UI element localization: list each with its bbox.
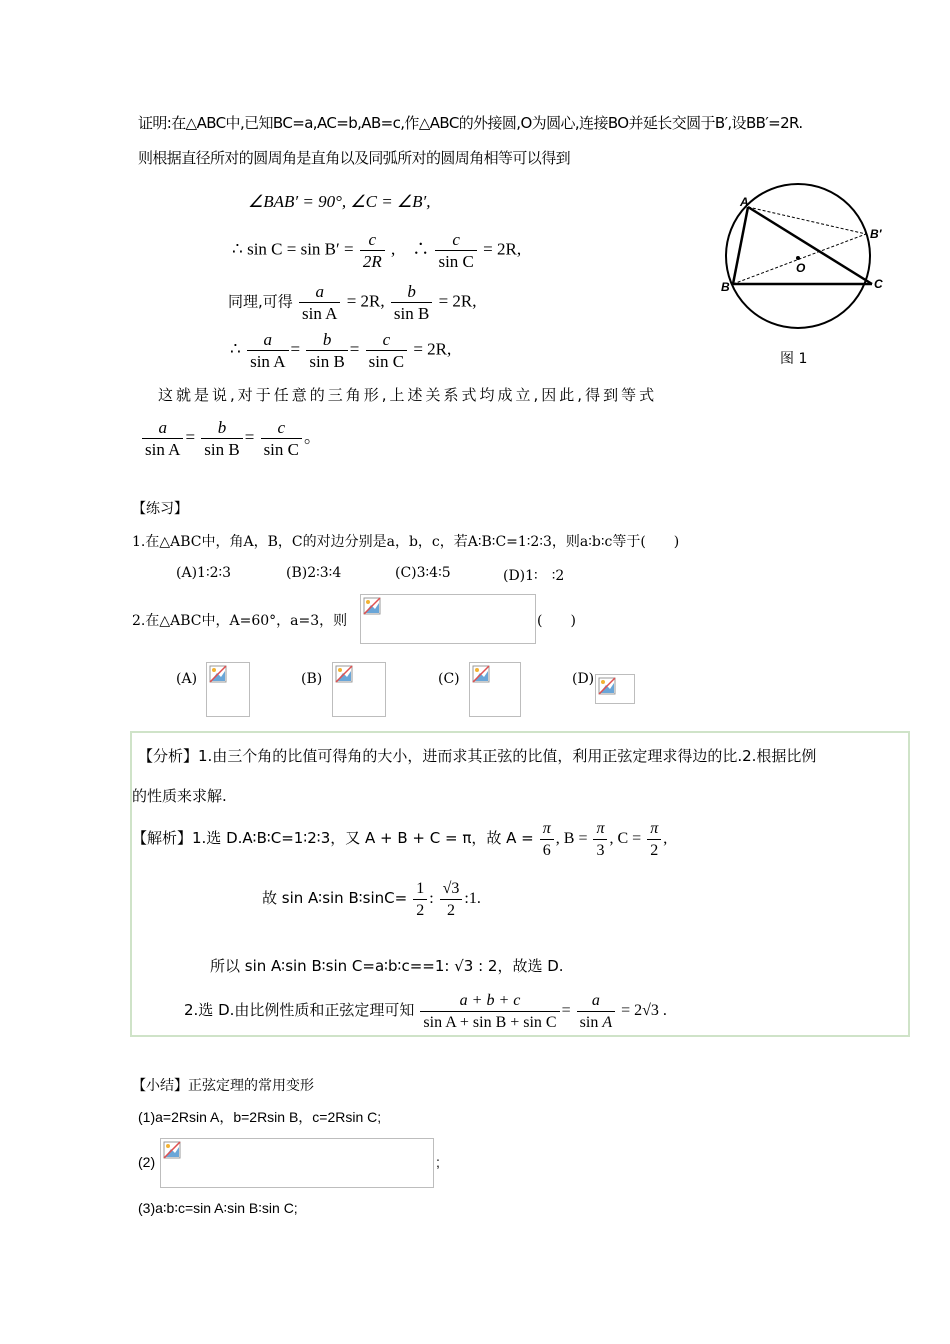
analysis-line-1: 【分析】1.由三个角的比值可得角的大小，进而求其正弦的比值，利用正弦定理求得边的比.2.根据比例 [138,747,817,765]
solution-line-1: 【解析】1.选 D.A∶B∶C=1∶2∶3，又 A + B + C = π，故 A = $\frac{\pi}{6}$ , B = $\frac{\pi}{3}$ , C = $\frac{\pi}{2}$ , [132,820,668,859]
equation-similarly: 同理,可得 $\frac{a}{\text{sin A}}$ = 2R, $\frac{b}{\text{sin B}}$ = 2R, [228,282,477,323]
label-B: B [721,280,730,294]
q2-option-b: (B) [301,671,323,687]
label-A: A [740,195,749,209]
solution-line-2: 故 sin A∶sin B∶sinC= $\frac{1}{2}$ : $\frac{√3}{2}$ :1. [262,880,481,919]
question-2-bracket: ( ) [537,613,576,629]
proof-line-2: 则根据直径所对的圆周角是直角以及同弧所对的圆周角相等可以得到 [138,149,571,167]
summary-item-2-end: ; [436,1154,440,1170]
broken-image-icon [363,597,381,615]
q1-option-b: (B)2∶3∶4 [286,565,342,581]
final-equation: $\frac{a}{\text{sin A}}$ = $\frac{b}{\text{sin B}}$ = $\frac{c}{\text{sin C}}$ 。 [140,418,321,459]
question-2: 2.在△ABC中，A=60°，a=3，则 [132,613,348,629]
q2-option-a: (A) [176,671,198,687]
summary-item-3: (3)a∶b∶c=sin A∶sin B∶sin C; [138,1200,298,1216]
figure-caption: 图 1 [780,351,808,367]
summary-item-2-label: (2) [138,1154,156,1170]
q1-option-c: (C)3∶4∶5 [395,565,451,581]
analysis-line-2: 的性质来求解. [132,787,227,805]
solution-line-3: 所以 sin A∶sin B∶sin C=a∶b∶c==1: √3 : 2，故选 D. [210,957,564,975]
formula-image-placeholder [360,594,536,644]
side-AC [748,207,872,284]
broken-image-icon [163,1141,181,1159]
q1-option-a: (A)1∶2∶3 [176,565,232,581]
question-1: 1.在△ABC中，角A，B，C的对边分别是a，b，c，若A∶B∶C=1∶2∶3，则a∶b∶c等于( ) [132,534,680,550]
q1-option-d: (D)1∶ ∶2 [503,568,565,584]
q2-option-c: (C) [438,671,460,687]
summary-formula-image [160,1138,434,1188]
label-C: C [874,277,883,291]
broken-image-icon [598,677,616,695]
label-B-prime: B′ [870,227,882,241]
center-O [796,256,800,260]
q2-option-d-image [595,674,635,704]
summary-header: 【小结】正弦定理的常用变形 [132,1078,314,1094]
equation-sinC: ∴ sin C = sin B′ = $\frac{c}{2R}$ , ∴ $\frac{c}{\text{sin C}}$ = 2R, [232,230,522,271]
q2-option-c-image [469,662,521,717]
segment-AB-prime [748,207,866,234]
equation-angles: ∠BAB′ = 90°, ∠C = ∠B′, [248,192,431,211]
analysis-box [130,731,910,1037]
side-AB [733,207,748,284]
proof-line-1: 证明:在△ABC中,已知BC=a,AC=b,AB=c,作△ABC的外接圆,O为圆心,连接BO并延长交圆于B′,设BB′=2R. [138,114,803,132]
broken-image-icon [209,665,227,683]
broken-image-icon [472,665,490,683]
q2-option-d: (D) [572,671,595,687]
solution-line-4: 2.选 D.由比例性质和正弦定理可知 $\frac{a + b + c}{\text{sin A + sin B + sin C}}$ = $\frac{a}{\text{sin A}}$ = 2√3 . [184,992,667,1031]
summary-item-1: (1)a=2Rsin A，b=2Rsin B，c=2Rsin C; [138,1109,382,1125]
q2-option-a-image [206,662,250,717]
circumcircle-figure [710,180,900,340]
q2-option-b-image [332,662,386,717]
practice-header: 【练习】 [132,501,188,517]
label-O: O [796,261,806,275]
equation-law-of-sines: ∴ $\frac{a}{\text{sin A}}$ = $\frac{b}{\text{sin B}}$ = $\frac{c}{\text{sin C}}$ = 2R, [230,330,452,371]
broken-image-icon [335,665,353,683]
proof-conclusion: 这就是说,对于任意的三角形,上述关系式均成立,因此,得到等式 [158,386,658,404]
